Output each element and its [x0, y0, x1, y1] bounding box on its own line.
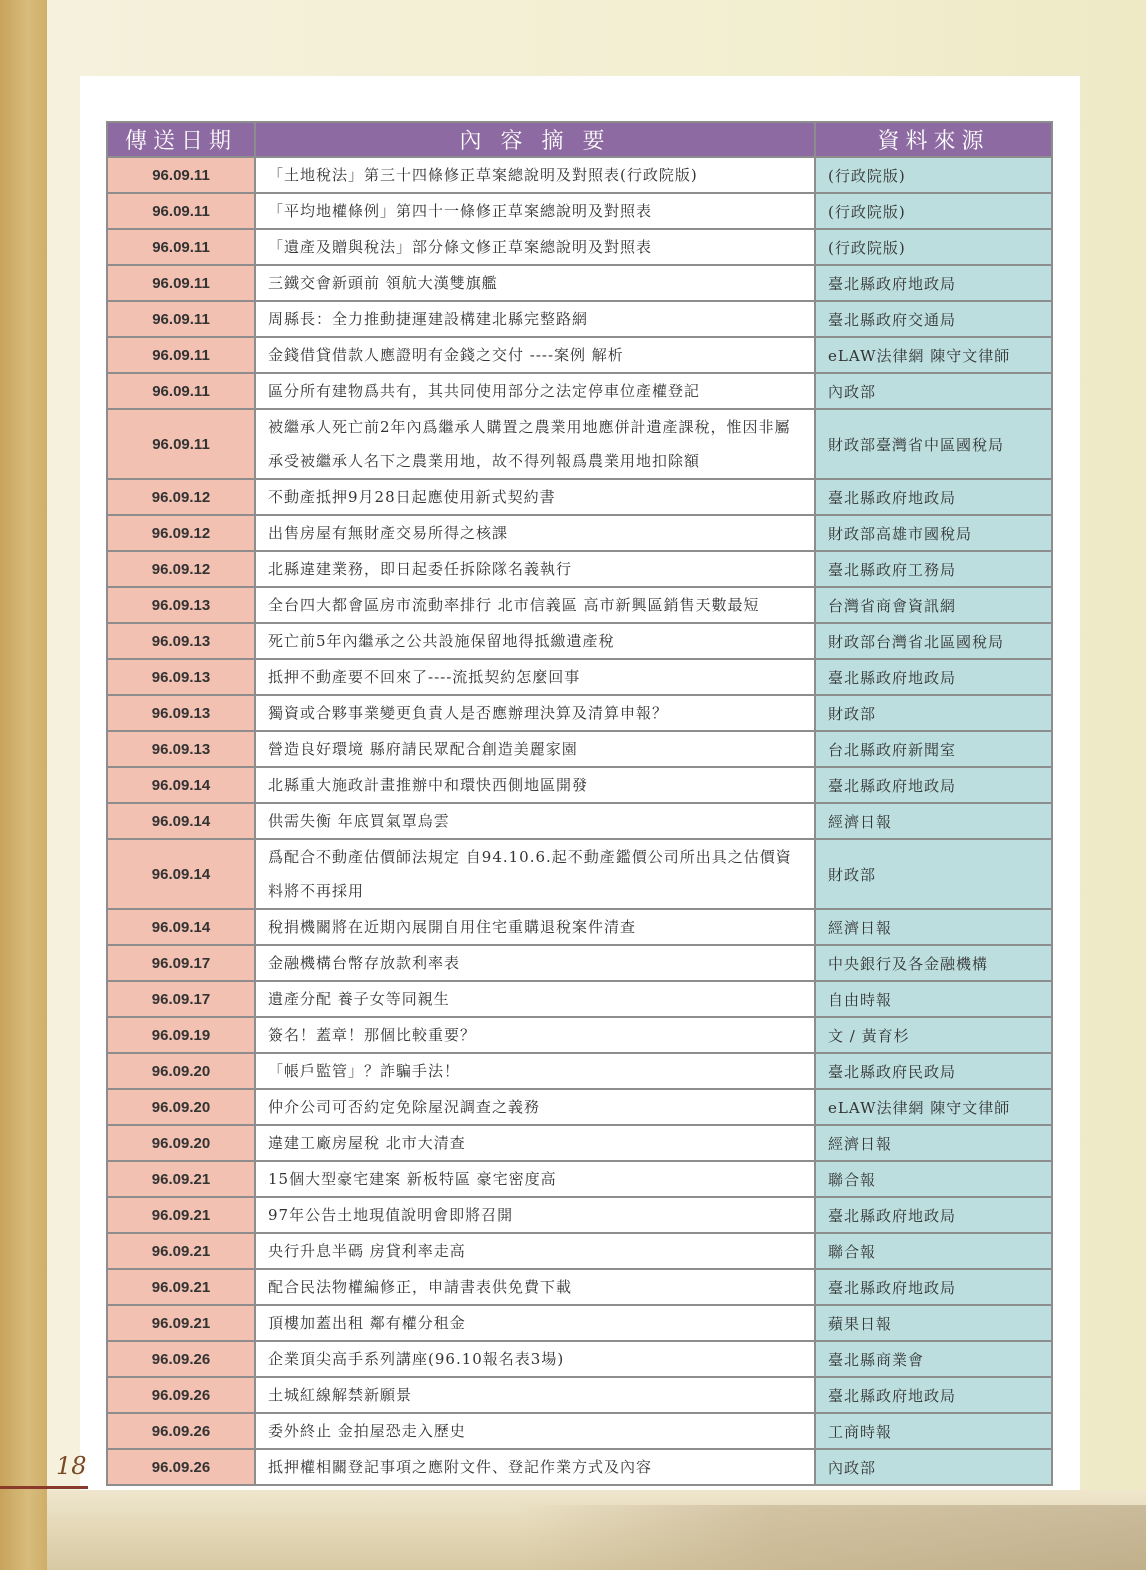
content-cell: 被繼承人死亡前2年內爲繼承人購置之農業用地應併計遺產課稅，惟因非屬承受被繼承人名下之農業用地，故不得列報爲農業用地扣除額 [255, 409, 815, 479]
table-row [107, 193, 1052, 229]
date-cell: 96.09.17 [107, 981, 255, 1017]
content-cell: 金融機構台幣存放款利率表 [255, 945, 815, 981]
source-cell: (行政院版) [815, 157, 1052, 193]
table-row [107, 623, 1052, 659]
table-row [107, 265, 1052, 301]
content-cell: 15個大型豪宅建案 新板特區 豪宅密度高 [255, 1161, 815, 1197]
content-cell: 抵押不動產要不回來了----流抵契約怎麼回事 [255, 659, 815, 695]
content-cell: 周縣長：全力推動捷運建設構建北縣完整路網 [255, 301, 815, 337]
table-row [107, 1089, 1052, 1125]
source-cell: 中央銀行及各金融機構 [815, 945, 1052, 981]
source-cell: 財政部 [815, 695, 1052, 731]
header-source: 資料來源 [815, 122, 1052, 157]
content-cell: 北縣違建業務，即日起委任拆除隊名義執行 [255, 551, 815, 587]
table-row [107, 1017, 1052, 1053]
content-cell: 「平均地權條例」第四十一條修正草案總說明及對照表 [255, 193, 815, 229]
date-cell: 96.09.14 [107, 909, 255, 945]
content-cell: 違建工廠房屋稅 北市大清查 [255, 1125, 815, 1161]
table-row [107, 587, 1052, 623]
content-cell: 97年公告土地現值說明會即將召開 [255, 1197, 815, 1233]
content-cell: 「土地稅法」第三十四條修正草案總說明及對照表(行政院版) [255, 157, 815, 193]
source-cell: 內政部 [815, 373, 1052, 409]
content-cell: 獨資或合夥事業變更負責人是否應辦理決算及清算申報？ [255, 695, 815, 731]
date-cell: 96.09.26 [107, 1341, 255, 1377]
date-cell: 96.09.17 [107, 945, 255, 981]
content-cell: 營造良好環境 縣府請民眾配合創造美麗家園 [255, 731, 815, 767]
date-cell: 96.09.21 [107, 1197, 255, 1233]
date-cell: 96.09.14 [107, 767, 255, 803]
source-cell: 臺北縣政府地政局 [815, 479, 1052, 515]
date-cell: 96.09.11 [107, 301, 255, 337]
content-cell: 遺產分配 養子女等同親生 [255, 981, 815, 1017]
table-row [107, 1377, 1052, 1413]
content-cell: 全台四大都會區房市流動率排行 北市信義區 高市新興區銷售天數最短 [255, 587, 815, 623]
table-row [107, 1341, 1052, 1377]
date-cell: 96.09.13 [107, 659, 255, 695]
date-cell: 96.09.11 [107, 229, 255, 265]
source-cell: 財政部台灣省北區國稅局 [815, 623, 1052, 659]
date-cell: 96.09.11 [107, 157, 255, 193]
source-cell: 臺北縣政府民政局 [815, 1053, 1052, 1089]
date-cell: 96.09.11 [107, 337, 255, 373]
news-summary-table [106, 121, 1053, 1486]
table-row [107, 301, 1052, 337]
table-row [107, 1125, 1052, 1161]
source-cell: 工商時報 [815, 1413, 1052, 1449]
source-cell: 財政部 [815, 839, 1052, 909]
source-cell: (行政院版) [815, 229, 1052, 265]
content-cell: 企業頂尖高手系列講座(96.10報名表3場) [255, 1341, 815, 1377]
source-cell: 聯合報 [815, 1161, 1052, 1197]
content-cell: 配合民法物權編修正，申請書表供免費下載 [255, 1269, 815, 1305]
table-row [107, 803, 1052, 839]
source-cell: 臺北縣政府工務局 [815, 551, 1052, 587]
date-cell: 96.09.20 [107, 1053, 255, 1089]
source-cell: 臺北縣政府地政局 [815, 1377, 1052, 1413]
content-cell: 三鐵交會新頭前 領航大漢雙旗艦 [255, 265, 815, 301]
source-cell: 臺北縣政府地政局 [815, 1269, 1052, 1305]
source-cell: 台北縣政府新聞室 [815, 731, 1052, 767]
content-cell: 金錢借貸借款人應證明有金錢之交付 ----案例 解析 [255, 337, 815, 373]
table-row [107, 479, 1052, 515]
table-row [107, 157, 1052, 193]
date-cell: 96.09.13 [107, 695, 255, 731]
source-cell: 台灣省商會資訊網 [815, 587, 1052, 623]
date-cell: 96.09.12 [107, 479, 255, 515]
source-cell: 財政部高雄市國稅局 [815, 515, 1052, 551]
content-cell: 央行升息半碼 房貸利率走高 [255, 1233, 815, 1269]
table-row [107, 1197, 1052, 1233]
table-row [107, 1233, 1052, 1269]
source-cell: 臺北縣政府地政局 [815, 659, 1052, 695]
source-cell: 臺北縣政府交通局 [815, 301, 1052, 337]
date-cell: 96.09.21 [107, 1305, 255, 1341]
table-row [107, 909, 1052, 945]
table-row [107, 1305, 1052, 1341]
content-cell: 稅捐機關將在近期內展開自用住宅重購退稅案件清查 [255, 909, 815, 945]
date-cell: 96.09.11 [107, 373, 255, 409]
date-cell: 96.09.11 [107, 193, 255, 229]
content-cell: 土城紅線解禁新願景 [255, 1377, 815, 1413]
content-cell: 死亡前5年內繼承之公共設施保留地得抵繳遺產稅 [255, 623, 815, 659]
source-cell: 臺北縣商業會 [815, 1341, 1052, 1377]
date-cell: 96.09.14 [107, 839, 255, 909]
date-cell: 96.09.20 [107, 1089, 255, 1125]
table-row [107, 839, 1052, 909]
table-row [107, 659, 1052, 695]
content-cell: 供需失衡 年底買氣罩烏雲 [255, 803, 815, 839]
source-cell: (行政院版) [815, 193, 1052, 229]
content-cell: 「遺產及贈與稅法」部分條文修正草案總說明及對照表 [255, 229, 815, 265]
date-cell: 96.09.13 [107, 731, 255, 767]
date-cell: 96.09.11 [107, 265, 255, 301]
date-cell: 96.09.13 [107, 587, 255, 623]
content-cell: 出售房屋有無財產交易所得之核課 [255, 515, 815, 551]
table-row [107, 515, 1052, 551]
date-cell: 96.09.26 [107, 1413, 255, 1449]
table-row [107, 767, 1052, 803]
header-content: 內 容 摘 要 [255, 122, 815, 157]
date-cell: 96.09.26 [107, 1377, 255, 1413]
source-cell: 臺北縣政府地政局 [815, 1197, 1052, 1233]
table-row [107, 1413, 1052, 1449]
table-row [107, 731, 1052, 767]
content-cell: 不動產抵押9月28日起應使用新式契約書 [255, 479, 815, 515]
source-cell: 經濟日報 [815, 1125, 1052, 1161]
source-cell: 自由時報 [815, 981, 1052, 1017]
page-number: 18 [56, 1452, 87, 1480]
date-cell: 96.09.26 [107, 1449, 255, 1485]
table-row [107, 1269, 1052, 1305]
content-cell: 「帳戶監管」？詐騙手法！ [255, 1053, 815, 1089]
date-cell: 96.09.21 [107, 1269, 255, 1305]
source-cell: 蘋果日報 [815, 1305, 1052, 1341]
source-cell: 臺北縣政府地政局 [815, 767, 1052, 803]
table-row [107, 409, 1052, 479]
content-cell: 頂樓加蓋出租 鄰有權分租金 [255, 1305, 815, 1341]
date-cell: 96.09.19 [107, 1017, 255, 1053]
table-row [107, 229, 1052, 265]
source-cell: eLAW法律網 陳守文律師 [815, 1089, 1052, 1125]
content-cell: 仲介公司可否約定免除屋況調查之義務 [255, 1089, 815, 1125]
table-row [107, 945, 1052, 981]
content-cell: 簽名！蓋章！那個比較重要？ [255, 1017, 815, 1053]
table-row [107, 1449, 1052, 1485]
date-cell: 96.09.11 [107, 409, 255, 479]
table-header-row [107, 122, 1052, 157]
table-row [107, 695, 1052, 731]
table-row [107, 1161, 1052, 1197]
table-row [107, 337, 1052, 373]
source-cell: 財政部臺灣省中區國稅局 [815, 409, 1052, 479]
date-cell: 96.09.12 [107, 551, 255, 587]
table-row [107, 551, 1052, 587]
header-date: 傳送日期 [107, 122, 255, 157]
source-cell: 文 / 黃育杉 [815, 1017, 1052, 1053]
source-cell: 聯合報 [815, 1233, 1052, 1269]
date-cell: 96.09.14 [107, 803, 255, 839]
page-number-underline [0, 1486, 88, 1489]
content-cell: 爲配合不動產估價師法規定 自94.10.6.起不動產鑑價公司所出具之估價資料將不再採用 [255, 839, 815, 909]
table-body [107, 157, 1052, 1485]
source-cell: 內政部 [815, 1449, 1052, 1485]
decorative-side-stripe [0, 0, 47, 1570]
date-cell: 96.09.21 [107, 1161, 255, 1197]
source-cell: eLAW法律網 陳守文律師 [815, 337, 1052, 373]
content-cell: 抵押權相關登記事項之應附文件、登記作業方式及內容 [255, 1449, 815, 1485]
content-cell: 北縣重大施政計畫推辦中和環快西側地區開發 [255, 767, 815, 803]
source-cell: 經濟日報 [815, 803, 1052, 839]
table-row [107, 373, 1052, 409]
table-row [107, 981, 1052, 1017]
decorative-background-band [520, 1505, 1146, 1570]
date-cell: 96.09.13 [107, 623, 255, 659]
table-row [107, 1053, 1052, 1089]
source-cell: 臺北縣政府地政局 [815, 265, 1052, 301]
date-cell: 96.09.12 [107, 515, 255, 551]
source-cell: 經濟日報 [815, 909, 1052, 945]
content-cell: 委外終止 金拍屋恐走入歷史 [255, 1413, 815, 1449]
content-cell: 區分所有建物爲共有，其共同使用部分之法定停車位產權登記 [255, 373, 815, 409]
date-cell: 96.09.21 [107, 1233, 255, 1269]
date-cell: 96.09.20 [107, 1125, 255, 1161]
